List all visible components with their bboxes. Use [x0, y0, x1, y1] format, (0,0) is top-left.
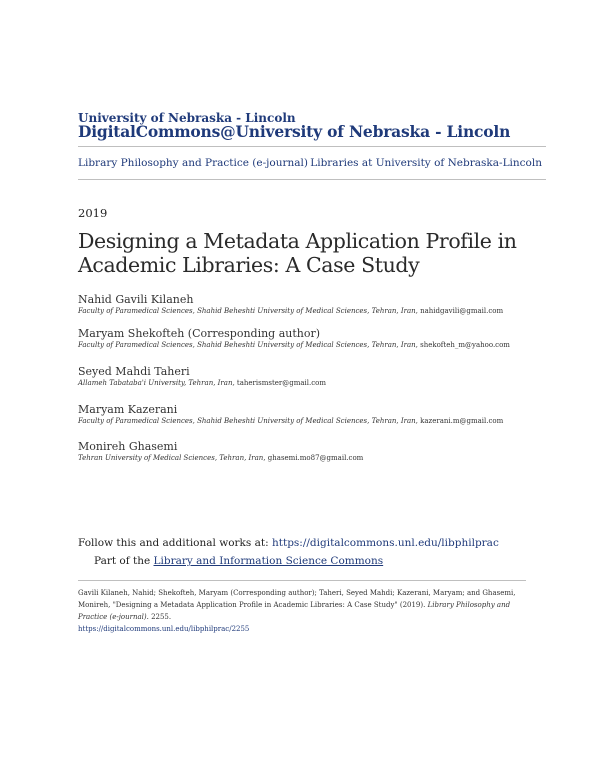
affiliation-text: Tehran University of Medical Sciences, Tehran, Iran,: [78, 454, 266, 462]
author-name: Maryam Shekofteh (Corresponding author): [78, 327, 321, 340]
author-email: ghasemi.mo87@gmail.com: [267, 454, 364, 462]
citation-text: Gavili Kilaneh, Nahid; Shekofteh, Maryam (Corresponding author); Taheri, Seyed Mahdi; Kazerani, Maryam; and Ghasemi, Monireh, "Designing a Metadata Application Profile in Academic Libraries: A Case Study" (2019).: [78, 589, 516, 609]
author-affiliation: [78, 341, 510, 349]
partof-prefix: Part of the: [94, 555, 151, 567]
partof-line: [94, 555, 383, 567]
affiliation-text: Faculty of Paramedical Sciences, Shahid Beheshti University of Medical Sciences, Tehran, Iran,: [78, 417, 418, 425]
follow-line: [78, 537, 499, 549]
author-email: kazerani.m@gmail.com: [420, 417, 504, 425]
recommended-citation: [78, 587, 538, 635]
author-name: Maryam Kazerani: [78, 403, 178, 416]
commons-link[interactable]: Library and Information Science Commons: [153, 555, 384, 567]
author-affiliation: [78, 307, 503, 315]
follow-prefix: Follow this and additional works at:: [78, 537, 269, 549]
citation-url[interactable]: https://digitalcommons.unl.edu/libphilprac/2255: [78, 625, 250, 633]
journal-link[interactable]: Library Philosophy and Practice (e-journal): [78, 157, 308, 169]
affiliation-text: Allameh Tabataba'i University, Tehran, Iran,: [78, 379, 235, 387]
author-affiliation: [78, 454, 363, 462]
author-affiliation: [78, 379, 326, 387]
author-name: Nahid Gavili Kilaneh: [78, 293, 194, 306]
affiliation-text: Faculty of Paramedical Sciences, Shahid Beheshti University of Medical Sciences, Tehran, Iran,: [78, 307, 418, 315]
article-title: Designing a Metadata Application Profile in Academic Libraries: A Case Study: [78, 229, 517, 277]
author-name: Seyed Mahdi Taheri: [78, 365, 190, 378]
author-email: shekofteh_m@yahoo.com: [420, 341, 510, 349]
header-divider: [78, 146, 546, 147]
author-email: nahidgavili@gmail.com: [420, 307, 504, 315]
collection-link[interactable]: Libraries at University of Nebraska-Lincoln: [310, 157, 542, 169]
site-title[interactable]: DigitalCommons@University of Nebraska - Lincoln: [78, 122, 511, 141]
affiliation-text: Faculty of Paramedical Sciences, Shahid Beheshti University of Medical Sciences, Tehran, Iran,: [78, 341, 418, 349]
repository-link[interactable]: https://digitalcommons.unl.edu/libphilprac: [272, 537, 499, 549]
citation-divider: [78, 580, 526, 581]
institution-name: University of Nebraska - Lincoln: [78, 111, 296, 125]
author-affiliation: [78, 417, 503, 425]
citation-journal: Library Philosophy and Practice (e-journal): [78, 601, 511, 621]
citation-number: . 2255.: [146, 613, 172, 621]
publication-year: 2019: [78, 206, 108, 220]
author-name: Monireh Ghasemi: [78, 440, 178, 453]
author-email: taherismster@gmail.com: [236, 379, 327, 387]
nav-divider: [78, 179, 546, 180]
